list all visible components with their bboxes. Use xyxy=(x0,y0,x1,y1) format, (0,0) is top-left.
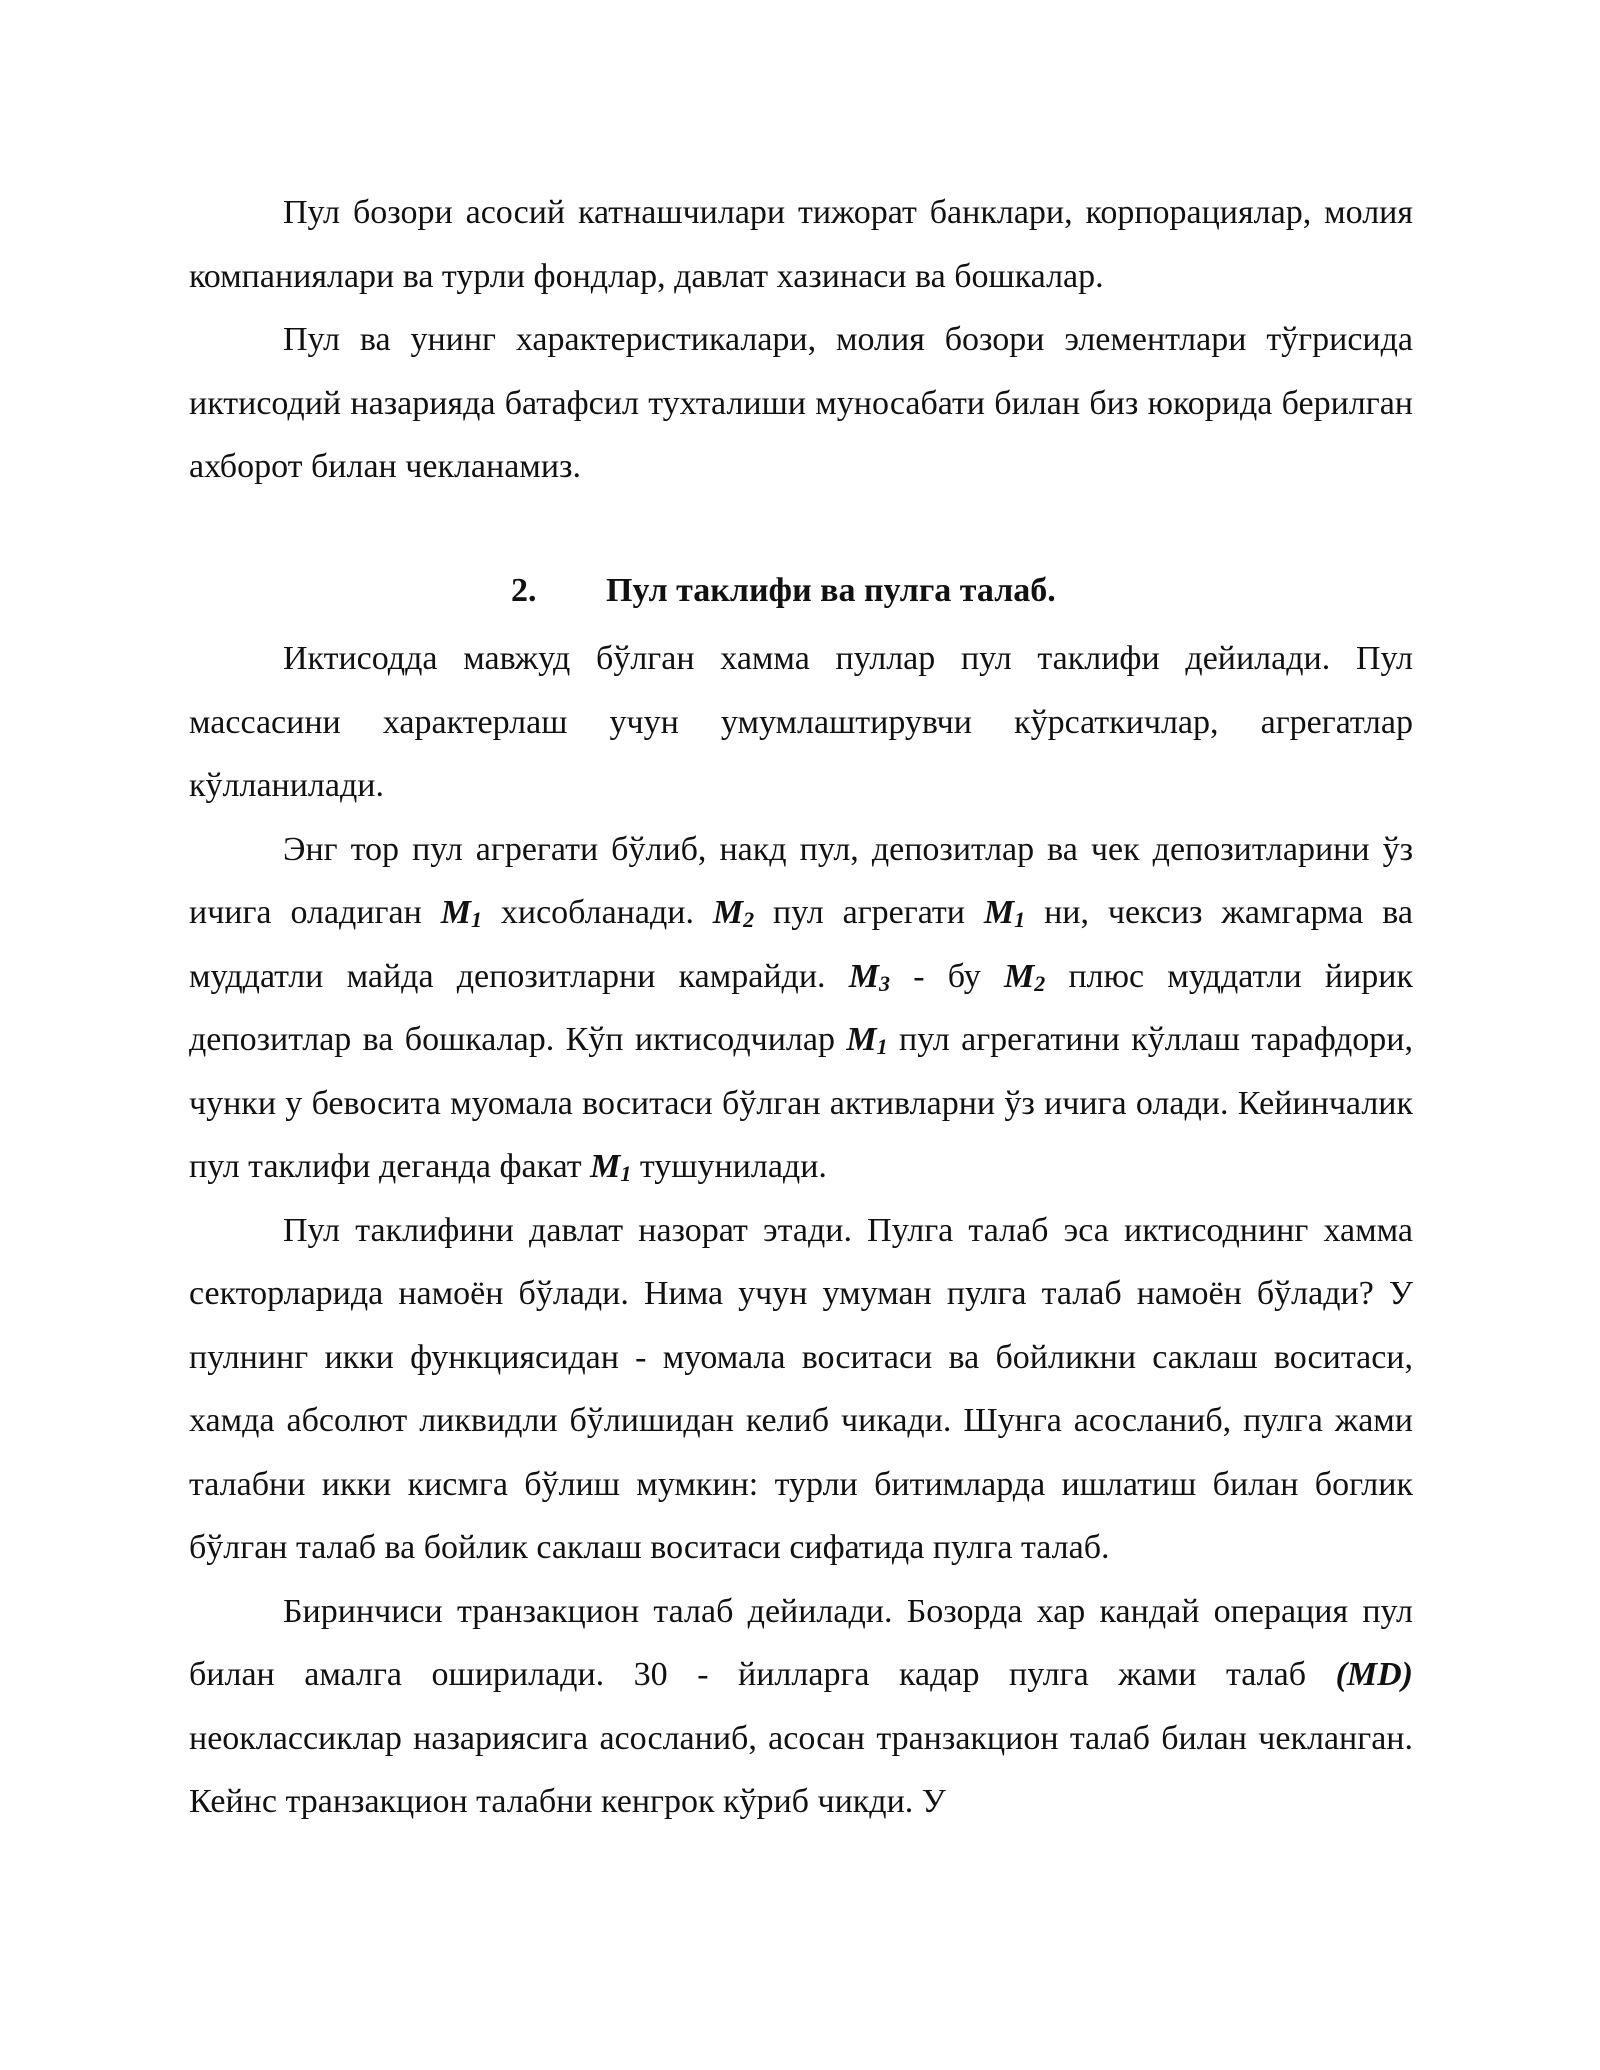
section-number: 2. xyxy=(511,572,537,609)
paragraph-money-demand: Пул таклифини давлат назорат этади. Пулга талаб эса иктисоднинг хамма секторларида намоён бўлади. Нима учун умуман пулга талаб намоён бўлади? У пулнинг икки функциясидан - муомала воситаси ва бойликни саклаш воситаси, хамда абсолют ликвидли бўлишидан келиб чикади. Шунга асосланиб, пулга жами талабни икки кисмга бўлиш мумкин: турли битимларда ишлатиш билан боглик бўлган талаб ва бойлик саклаш воситаси сифатида пулга талаб. xyxy=(189,1211,1413,1566)
math-md: (MD) xyxy=(1335,1656,1413,1693)
math-m1: $M_1$ xyxy=(440,894,482,932)
text-run: плюс муддатли йирик депозитлар ва бошкалар. Кўп иктисодчилар xyxy=(189,957,1413,1058)
math-m2: $M_2$ xyxy=(712,894,755,932)
math-m1: $M_1$ xyxy=(983,894,1026,932)
paragraph-transaction-demand xyxy=(189,1580,1413,1834)
paragraph-limitation: Пул ва унинг характеристикалари, молия бозори элементлари тўгрисида иктисодий назарияда батафсил тухталиши муносабати билан биз юкорида берилган ахборот билан чекланамиз. xyxy=(189,321,1413,485)
intro-text xyxy=(189,181,1413,499)
math-m2: $M_2$ xyxy=(1003,957,1046,996)
math-m3: $M_3$ xyxy=(848,957,890,996)
text-run: пул агрегатини кўллаш тарафдори, чунки у бевосита муомала воситаси бўлган активларни ўз ичига олади. Кейинчалик пул таклифи деганда факат xyxy=(189,1021,1413,1185)
text-run: тушунилади. xyxy=(631,1148,827,1185)
text-run: Энг тор пул агрегати бўлиб, накд пул, депозитлар ва чек депозитларини ўз ичига оладиган xyxy=(189,830,1413,931)
text-run: пул агрегати xyxy=(754,894,984,931)
section-2 xyxy=(189,563,1413,1834)
text-run: Биринчиси транзакцион талаб дейилади. Бозорда хар кандай операция пул билан амалга оширилади. 30 - йилларга кадар пулга жами талаб xyxy=(189,1592,1413,1693)
text-run: неоклассиклар назариясига асосланиб, асосан транзакцион талаб билан чекланган. Кейнс транзакцион талабни кенгрок кўриб чикди. У xyxy=(189,1719,1413,1820)
paragraph-money-supply: Иктисодда мавжуд бўлган хамма пуллар пул таклифи дейилади. Пул массасини характерлаш учун умумлаштирувчи кўрсаткичлар, агрегатлар кўлланилади. xyxy=(189,640,1413,804)
paragraph-market-participants: Пул бозори асосий катнашчилари тижорат банклари, корпорациялар, молия компаниялари ва турли фондлар, давлат хазинаси ва бошкалар. xyxy=(189,194,1413,295)
text-run: - бу xyxy=(890,957,1004,995)
math-m1: $M_1$ xyxy=(846,1021,888,1059)
paragraph-aggregates xyxy=(189,818,1413,1199)
text-run: хисобланади. xyxy=(481,894,713,931)
section-heading xyxy=(189,563,1413,627)
section-title: Пул таклифи ва пулга талаб. xyxy=(606,572,1056,609)
text-run: ни, чексиз жамгарма ва муддатли майда депозитларни камрайди. xyxy=(189,894,1413,995)
math-m1: $M_1$ xyxy=(590,1148,632,1186)
